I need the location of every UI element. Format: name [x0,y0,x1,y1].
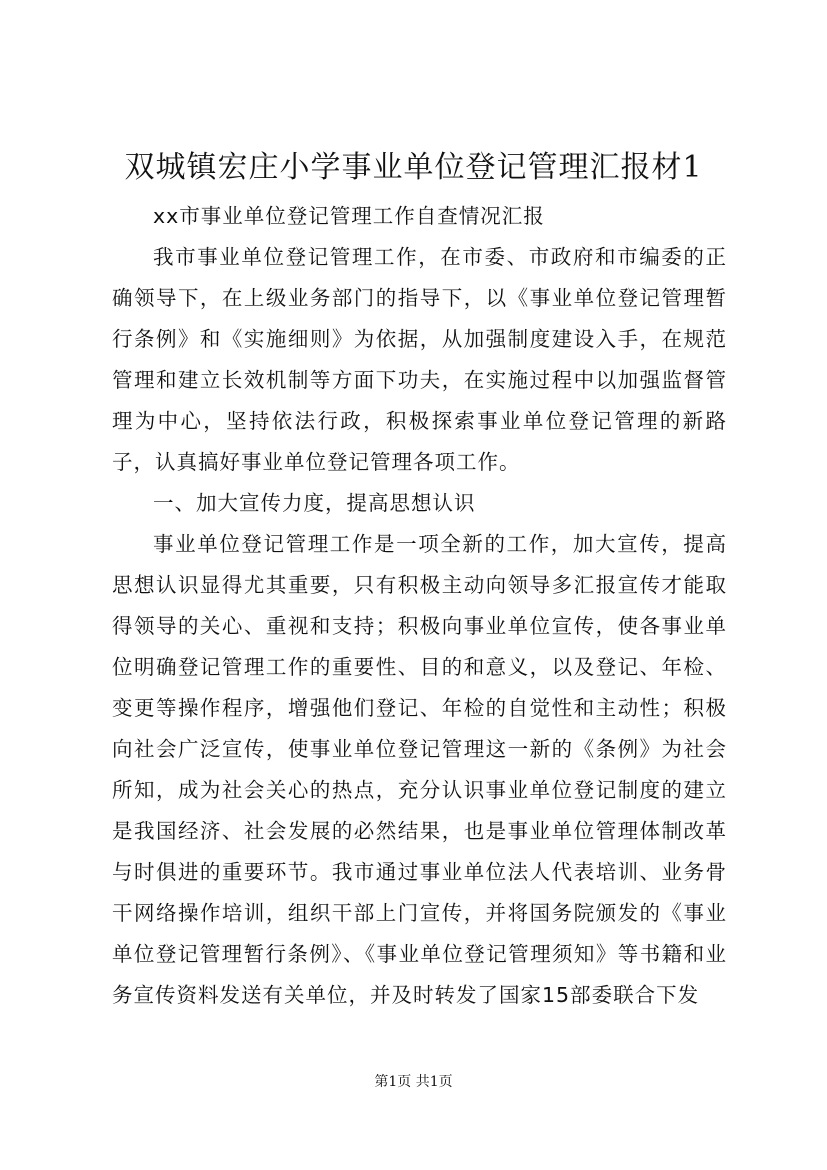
section-heading: 一、加大宣传力度，提高思想认识 [153,491,476,515]
subtitle-paragraph: xx市事业单位登记管理工作自查情况汇报 [153,204,545,228]
section-paragraph: 事业单位登记管理工作是一项全新的工作，加大宣传，提高思想认识显得尤其重要，只有积极主动向领导多汇报宣传才能取得领导的关心、重视和支持；积极向事业单位宣传，使各事业单位明确登记管理工作的重要性、目的和意义，以及登记、年检、变更等操作程序，增强他们登记、年检的自觉性和主动性；积极向社会广泛宣传，使事业单位登记管理这一新的《条例》为社会所知，成为社会关心的热点，充分认识事业单位登记制度的建立是我国经济、社会发展的必然结果，也是事业单位管理体制改革与时俱进的重要环节。我市通过事业单位法人代表培训、业务骨干网络操作培训，组织干部上门宣传，并将国务院颁发的《事业单位登记管理暂行条例》、《事业单位登记管理须知》等书籍和业务宣传资料发送有关单位，并及时转发了国家15部委联合下发 [112,532,727,1007]
document-body [112,196,727,1016]
intro-paragraph: 我市事业单位登记管理工作，在市委、市政府和市编委的正确领导下，在上级业务部门的指导下，以《事业单位登记管理暂行条例》和《实施细则》为依据，从加强制度建设入手，在规范管理和建立长效机制等方面下功夫，在实施过程中以加强监督管理为中心，坚持依法行政，积极探索事业单位登记管理的新路子，认真搞好事业单位登记管理各项工作。 [112,245,727,474]
document-title: 双城镇宏庄小学事业单位登记管理汇报材1 [124,150,703,185]
page-number-footer: 第1页 共1页 [374,1074,453,1090]
